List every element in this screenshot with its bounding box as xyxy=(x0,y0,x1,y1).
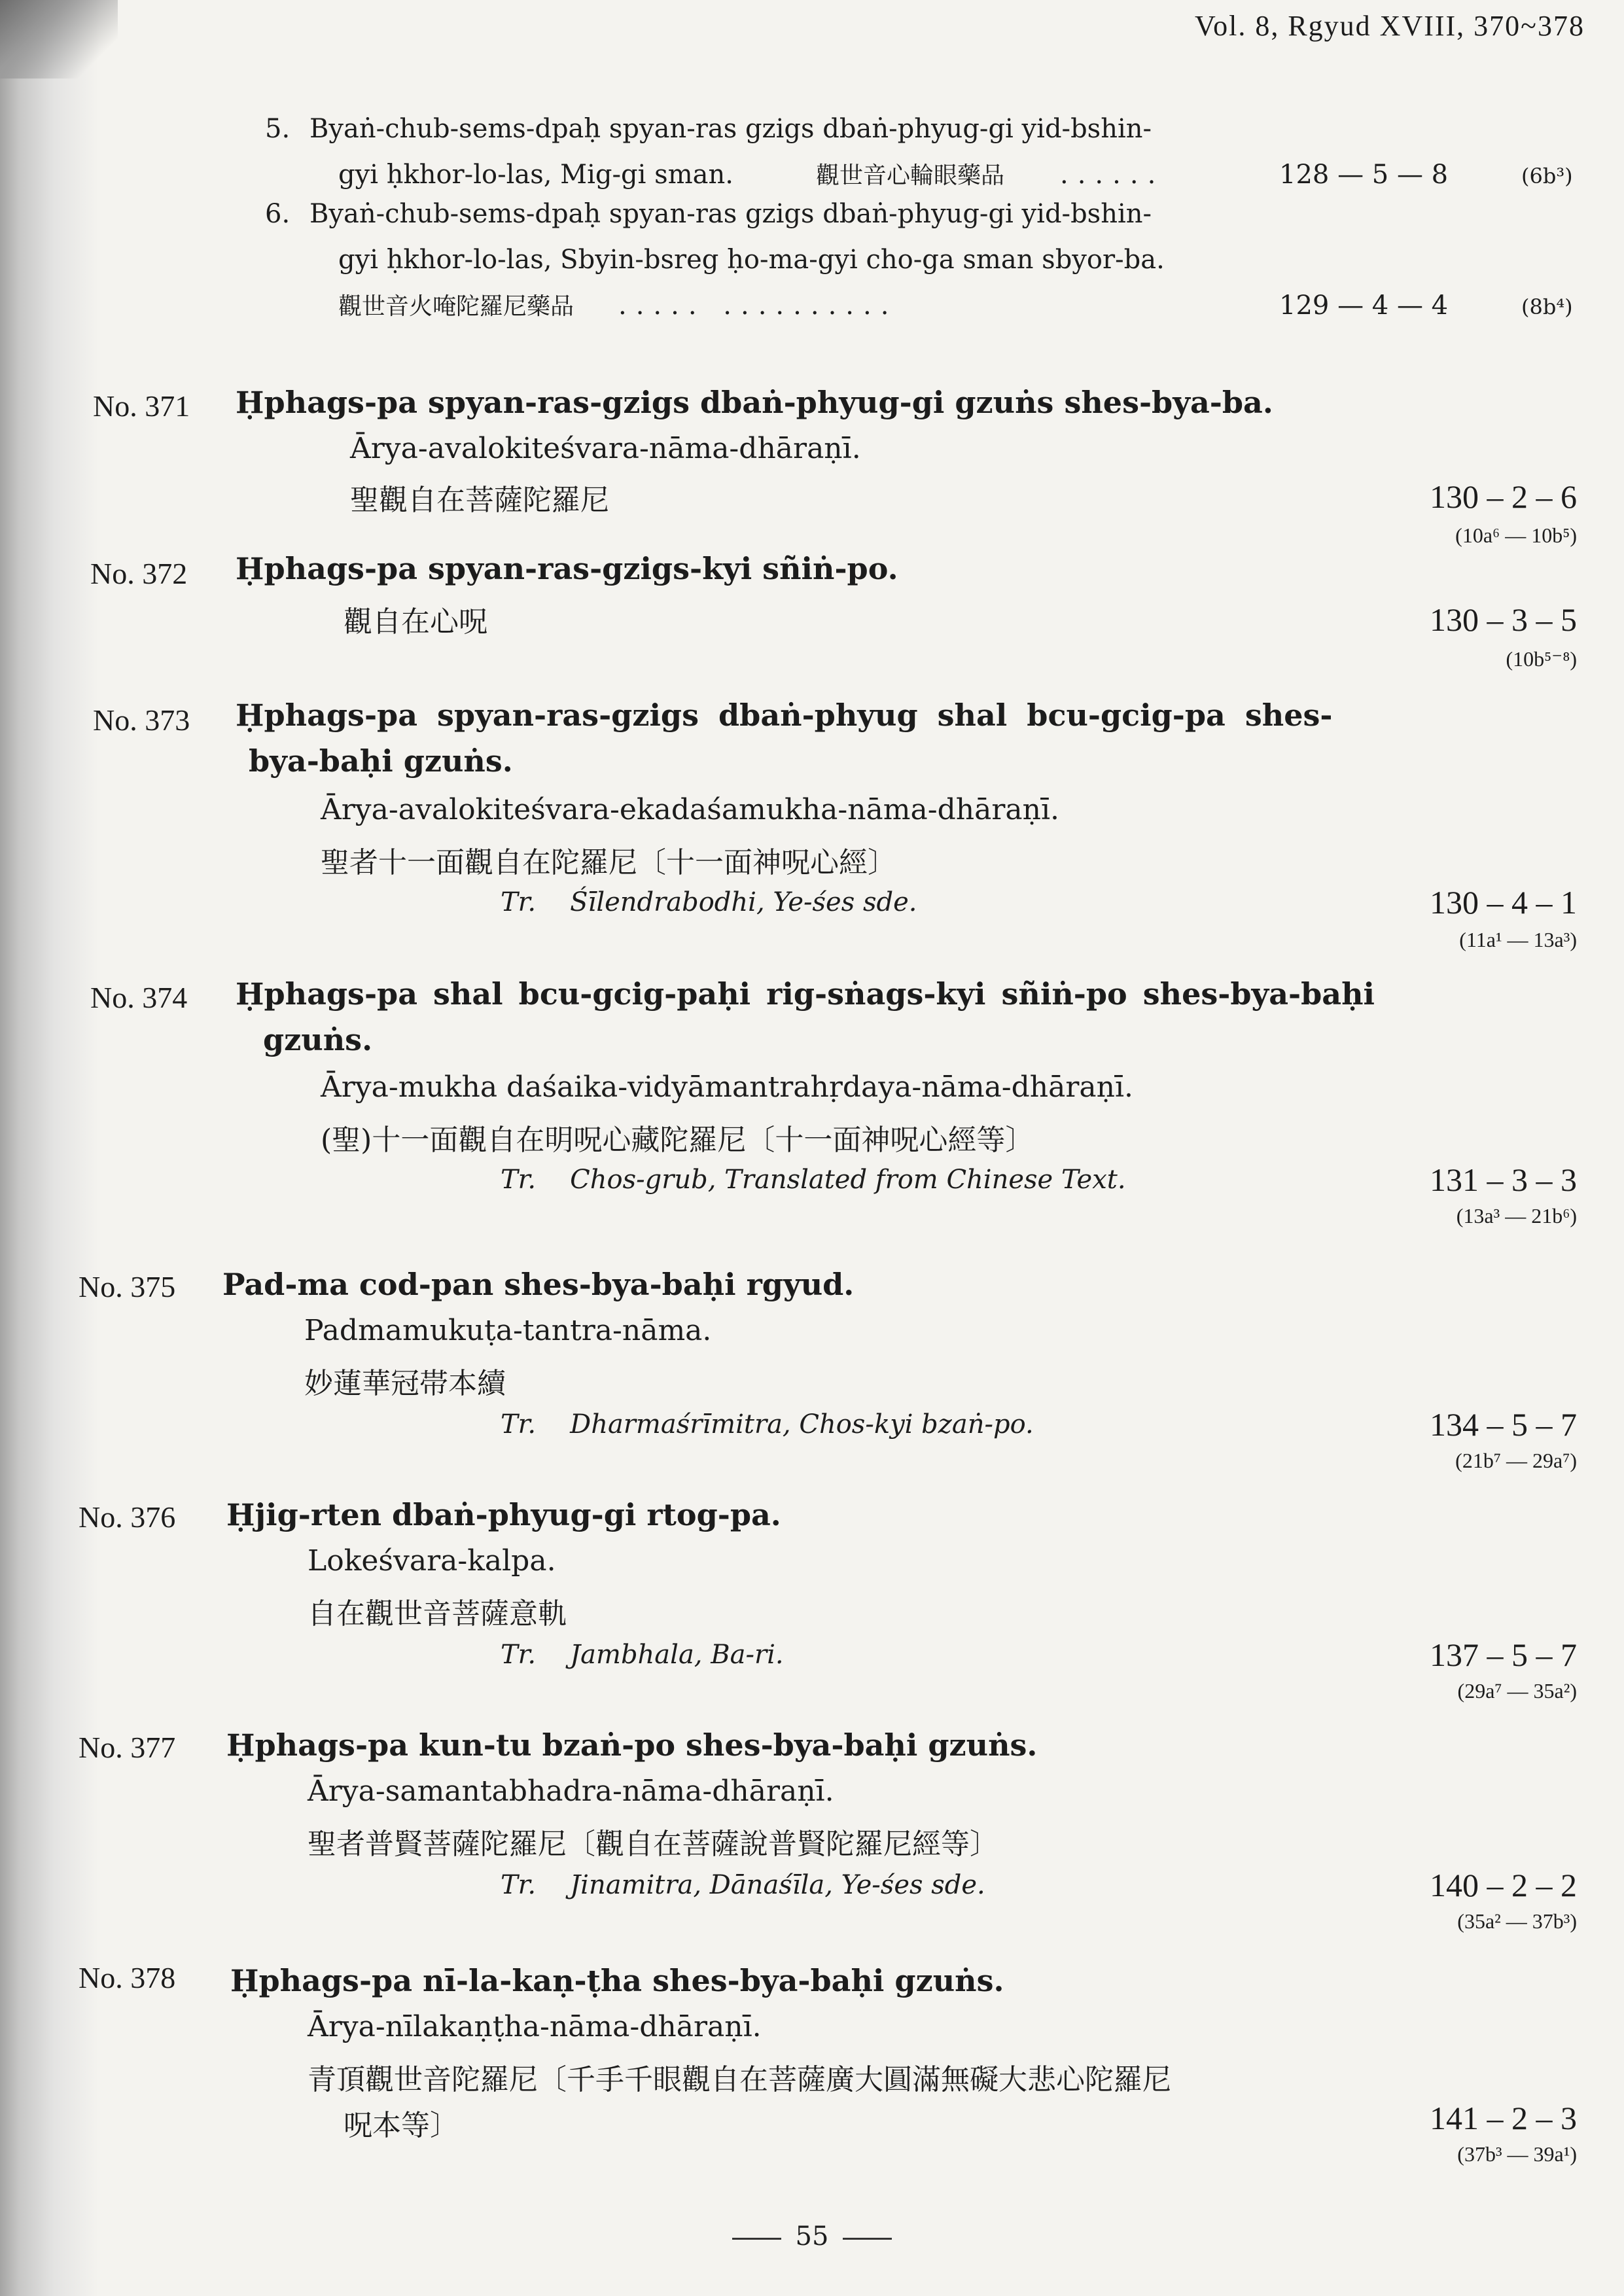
sub-item-ref: 128 — 5 — 8 xyxy=(1279,160,1449,190)
translator-names: Jambhala, Ba-ri. xyxy=(570,1640,784,1670)
entry-title-cont: gzuṅs. xyxy=(263,1022,373,1057)
translator-label: Tr. xyxy=(501,1409,537,1439)
entry-folio: (37b³ — 39a¹) xyxy=(1457,2142,1577,2166)
entry-volume: 130 – 4 – 1 xyxy=(1430,884,1577,921)
entry-number: No. 373 xyxy=(93,703,190,737)
leader-dots: ...... xyxy=(1060,160,1165,190)
entry-volume: 140 – 2 – 2 xyxy=(1430,1867,1577,1903)
entry-chinese: 觀自在心呪 xyxy=(344,605,487,639)
entry-title: Ḥjig-rten dbaṅ-phyug-gi rtog-pa. xyxy=(226,1497,781,1532)
sub-item-chinese: 觀世音火唵陀羅尼藥品 xyxy=(338,293,574,320)
sub-item-folio: (6b³) xyxy=(1521,164,1573,188)
sub-item-line: gyi ḥkhor-lo-las, Sbyin-bsreg ḥo-ma-gyi cho-ga sman sbyor-ba. xyxy=(338,245,1165,275)
entry-371 xyxy=(79,385,1577,548)
entry-378 xyxy=(79,1958,1577,2174)
entry-volume: 137 – 5 – 7 xyxy=(1430,1636,1577,1673)
entry-number: No. 372 xyxy=(90,557,188,590)
scan-corner-shadow xyxy=(0,0,118,79)
entry-folio: (29a⁷ — 35a²) xyxy=(1457,1679,1577,1703)
translator-names: Dharmaśrīmitra, Chos-kyi bzaṅ-po. xyxy=(570,1409,1034,1439)
entry-volume: 141 – 2 – 3 xyxy=(1430,2100,1577,2136)
sub-item-number: 5. xyxy=(265,114,291,144)
footer-rule-right xyxy=(843,2238,892,2240)
entry-title: Ḥphags-pa kun-tu bzaṅ-po shes-bya-baḥi gzuṅs. xyxy=(226,1727,1038,1763)
entry-number: No. 377 xyxy=(79,1731,176,1764)
sub-item-chinese: 觀世音心輪眼藥品 xyxy=(816,162,1005,189)
entry-chinese: (聖)十一面觀自在明呪心藏陀羅尼〔十一面神呪心經等〕 xyxy=(321,1123,1034,1157)
page-number: 55 xyxy=(795,2221,829,2252)
entry-volume: 130 – 2 – 6 xyxy=(1430,478,1577,515)
entry-373 xyxy=(79,695,1577,951)
translator-names: Jinamitra, Dānaśīla, Ye-śes sde. xyxy=(570,1870,985,1900)
entry-chinese: 自在觀世音菩薩意軌 xyxy=(308,1597,567,1631)
entry-number: No. 374 xyxy=(90,981,188,1014)
entry-folio: (10b⁵⁻⁸) xyxy=(1506,647,1577,671)
entry-chinese-cont: 呪本等〕 xyxy=(344,2109,459,2142)
entry-number: No. 371 xyxy=(93,389,190,423)
footer-rule-left xyxy=(732,2238,781,2240)
entry-number: No. 375 xyxy=(79,1270,176,1303)
translator-label: Tr. xyxy=(501,1640,537,1670)
sub-item-6 xyxy=(265,195,1606,326)
entry-folio: (21b⁷ — 29a⁷) xyxy=(1455,1449,1577,1472)
entry-sanskrit: Lokeśvara-kalpa. xyxy=(308,1544,556,1578)
sub-item-ref: 129 — 4 — 4 xyxy=(1279,291,1449,321)
entry-folio: (35a² — 37b³) xyxy=(1457,1909,1577,1933)
translator-names: Chos-grub, Translated from Chinese Text. xyxy=(570,1165,1126,1195)
entry-372 xyxy=(79,551,1577,682)
translator-label: Tr. xyxy=(501,1165,537,1195)
entry-chinese: 聖觀自在菩薩陀羅尼 xyxy=(350,484,609,517)
running-header: Vol. 8, Rgyud XVIII, 370~378 xyxy=(1195,10,1585,42)
translator-names: Śīlendrabodhi, Ye-śes sde. xyxy=(570,887,917,917)
entry-title-cont: bya-baḥi gzuṅs. xyxy=(249,743,513,779)
entry-chinese: 青頂觀世音陀羅尼〔千手千眼觀自在菩薩廣大圓滿無礙大悲心陀羅尼 xyxy=(308,2063,1171,2096)
entry-number: No. 378 xyxy=(79,1961,176,1994)
entry-title: Pad-ma cod-pan shes-bya-baḥi rgyud. xyxy=(222,1267,855,1302)
entry-translators xyxy=(501,1640,784,1670)
sub-item-number: 6. xyxy=(265,199,291,229)
entry-376 xyxy=(79,1497,1577,1706)
entry-chinese: 聖者十一面觀自在陀羅尼〔十一面神呪心經〕 xyxy=(321,846,896,879)
entry-sanskrit: Ārya-nīlakaṇṭha-nāma-dhāraṇī. xyxy=(308,2010,762,2043)
entry-translators xyxy=(501,887,917,917)
translator-label: Tr. xyxy=(501,887,537,917)
entry-title: Ḥphags-pa nī-la-kaṇ-ṭha shes-bya-baḥi gzuṅs. xyxy=(230,1963,1004,1998)
entry-folio: (13a³ — 21b⁶) xyxy=(1456,1204,1577,1227)
entry-translators xyxy=(501,1409,1034,1439)
entry-translators xyxy=(501,1870,985,1900)
sub-item-folio: (8b⁴) xyxy=(1521,294,1573,319)
page-footer xyxy=(0,2221,1624,2252)
entry-volume: 134 – 5 – 7 xyxy=(1430,1406,1577,1443)
entry-sanskrit: Ārya-samantabhadra-nāma-dhāraṇī. xyxy=(308,1775,834,1808)
entry-volume: 131 – 3 – 3 xyxy=(1430,1161,1577,1198)
sub-item-5 xyxy=(265,110,1606,195)
entry-375 xyxy=(79,1267,1577,1476)
sub-item-line: gyi ḥkhor-lo-las, Mig-gi sman. xyxy=(338,160,733,190)
entry-volume: 130 – 3 – 5 xyxy=(1430,601,1577,638)
entry-377 xyxy=(79,1727,1577,1937)
entry-number: No. 376 xyxy=(79,1500,176,1534)
entry-sanskrit: Ārya-avalokiteśvara-ekadaśamukha-nāma-dhāraṇī. xyxy=(321,793,1060,826)
entry-folio: (10a⁶ — 10b⁵) xyxy=(1455,523,1577,547)
entry-title: Ḥphags-pa spyan-ras-gzigs dbaṅ-phyug-gi gzuṅs shes-bya-ba. xyxy=(236,385,1273,420)
entry-title: Ḥphags-pa spyan-ras-gzigs dbaṅ-phyug shal bcu-gcig-pa shes- xyxy=(236,698,1333,733)
sub-item-line: Byaṅ-chub-sems-dpaḥ spyan-ras gzigs dbaṅ-phyug-gi yid-bshin- xyxy=(309,199,1152,229)
entry-chinese: 聖者普賢菩薩陀羅尼〔觀自在菩薩說普賢陀羅尼經等〕 xyxy=(308,1828,998,1861)
entry-sanskrit: Ārya-mukha daśaika-vidyāmantrahṛdaya-nāma-dhāraṇī. xyxy=(321,1070,1134,1104)
entry-sanskrit: Padmamukuṭa-tantra-nāma. xyxy=(304,1314,712,1347)
entry-sanskrit: Ārya-avalokiteśvara-nāma-dhāraṇī. xyxy=(350,432,861,465)
entry-title: Ḥphags-pa spyan-ras-gzigs-kyi sñiṅ-po. xyxy=(236,551,898,586)
translator-label: Tr. xyxy=(501,1870,537,1900)
sub-item-line: Byaṅ-chub-sems-dpaḥ spyan-ras gzigs dbaṅ-phyug-gi yid-bshin- xyxy=(309,114,1152,144)
entry-chinese: 妙蓮華冠帯本續 xyxy=(304,1367,506,1400)
leader-dots: ..... .......... xyxy=(618,291,898,321)
entry-folio: (11a¹ — 13a³) xyxy=(1459,928,1577,951)
entry-translators xyxy=(501,1165,1126,1195)
entry-374 xyxy=(79,974,1577,1227)
entry-title: Ḥphags-pa shal bcu-gcig-paḥi rig-sṅags-kyi sñiṅ-po shes-bya-baḥi xyxy=(236,976,1375,1012)
